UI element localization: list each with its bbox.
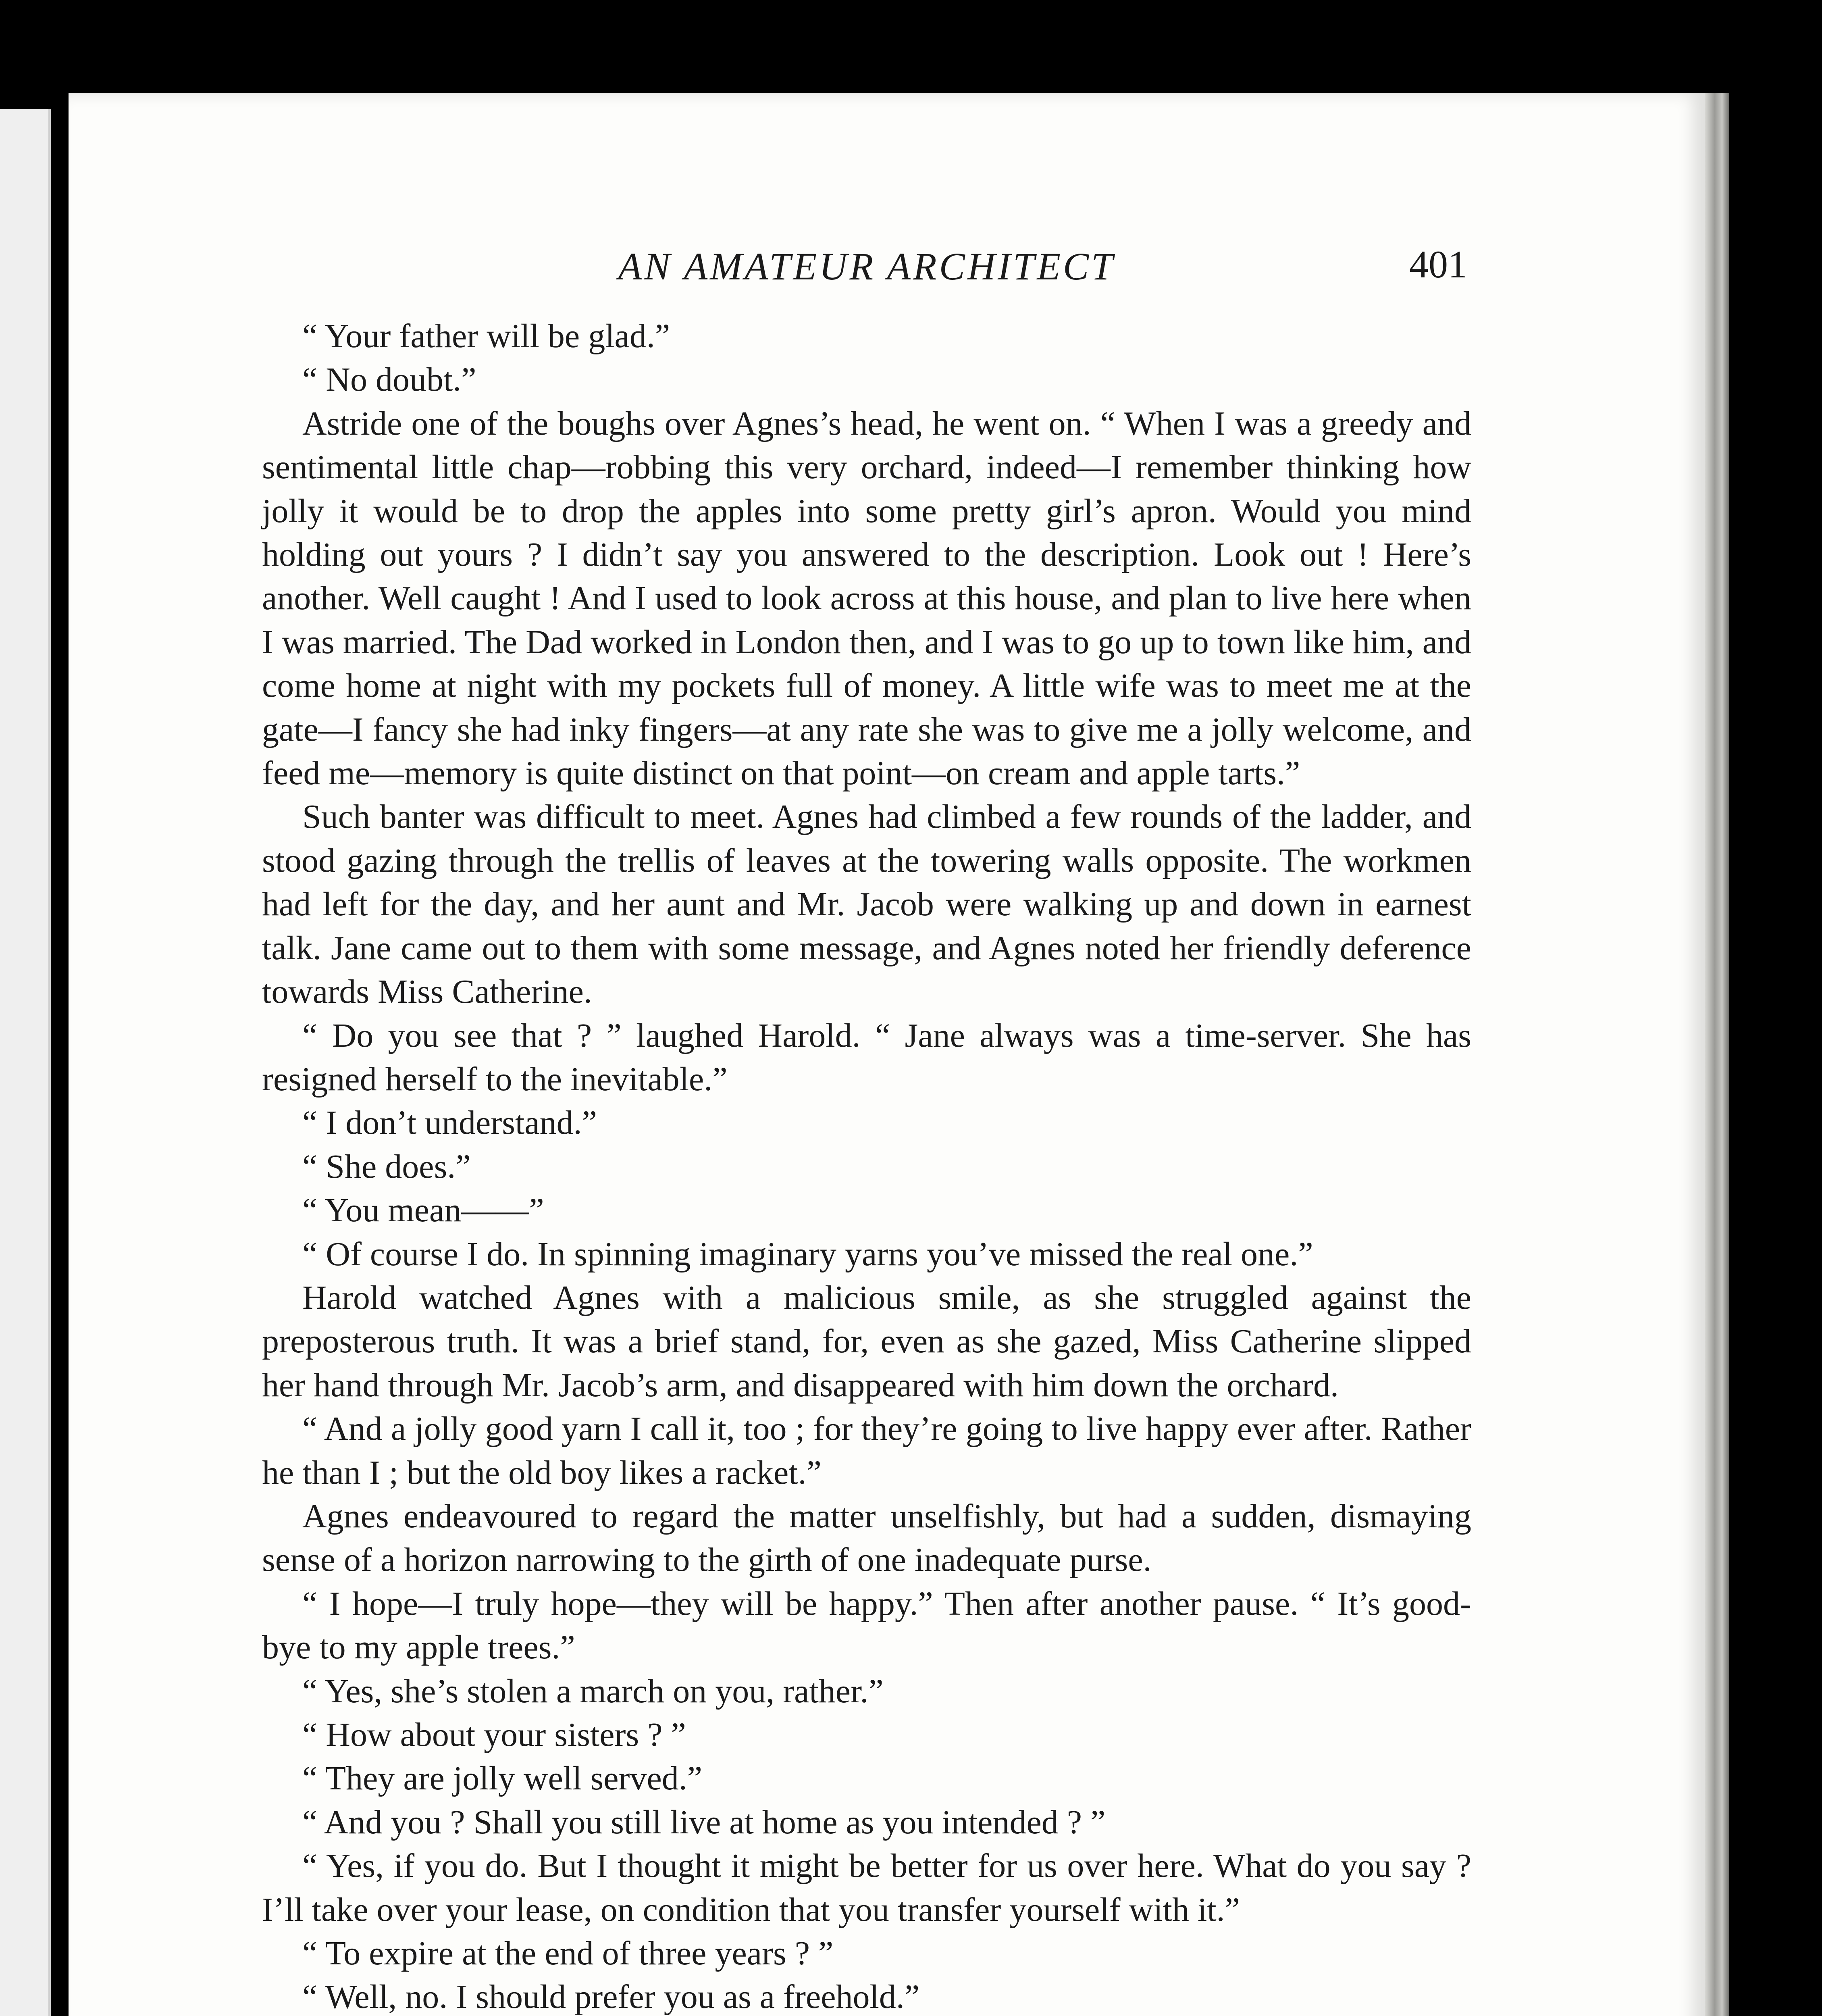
facing-page-edge [0, 109, 51, 2016]
paragraph: “ I hope—I truly hope—they will be happy.” Then after another pause. “ It’s good-bye to my apple trees.” [262, 1585, 1471, 1666]
paragraph: “ Yes, she’s stolen a march on you, rather.” [302, 1672, 884, 1710]
paragraph: “ Of course I do. In spinning imaginary yarns you’ve missed the real one.” [302, 1235, 1313, 1273]
paragraph: “ You mean——” [302, 1191, 544, 1229]
paragraph: Such banter was difficult to meet. Agnes had climbed a few rounds of the ladder, and stood gazing through the trellis of leaves at the towering walls opposite. The workmen had left for the day, and her aunt and Mr. Jacob were walking up and down in earnest talk. Jane came out to them with some message, and Agnes noted her friendly deference towards Miss Catherine. [262, 798, 1471, 1011]
paragraph: “ She does.” [302, 1148, 471, 1185]
paragraph: “ No doubt.” [302, 361, 476, 399]
paragraph: “ Do you see that ? ” laughed Harold. “ Jane always was a time-server. She has resigned herself to the inevitable.” [262, 1016, 1471, 1098]
paragraph: “ Yes, if you do. But I thought it might be better for us over here. What do you say ? I’ll take over your lease, on condition that you transfer yourself with it.” [262, 1847, 1471, 1929]
running-head-title: AN AMATEUR ARCHITECT [618, 245, 1115, 288]
paragraph: “ To expire at the end of three years ? ” [302, 1935, 834, 1972]
body-text [262, 314, 1471, 2016]
paragraph: “ They are jolly well served.” [302, 1760, 703, 1797]
page-number: 401 [1409, 243, 1467, 286]
page-edge-shadow [1705, 93, 1729, 2016]
paragraph: “ And a jolly good yarn I call it, too ; for they’re going to live happy ever after. Rather he than I ; but the old boy likes a racket.” [262, 1410, 1471, 1491]
paragraph: “ I don’t understand.” [302, 1104, 597, 1142]
paragraph: “ And you ? Shall you still live at home as you intended ? ” [302, 1803, 1106, 1841]
paragraph: “ Well, no. I should prefer you as a freehold.” [302, 1978, 920, 2016]
paragraph: Astride one of the boughs over Agnes’s head, he went on. “ When I was a greedy and sentimental little chap—robbing this very orchard, indeed—I remember thinking how jolly it would be to drop the apples into some pretty girl’s apron. Would you mind holding out yours ? I didn’t say you answered to the description. Look out ! Here’s another. Well caught ! And I used to look across at this house, and plan to live here when I was married. The Dad worked in London then, and I was to go up to town like him, and come home at night with my pockets full of money. A little wife was to meet me at the gate—I fancy she had inky fingers—at any rate she was to give me a jolly welcome, and feed me—memory is quite distinct on that point—on cream and apple tarts.” [262, 404, 1471, 792]
paragraph: Agnes endeavoured to regard the matter unselfishly, but had a sudden, dismaying sense of a horizon narrowing to the girth of one inadequate purse. [262, 1497, 1471, 1579]
paragraph: “ Your father will be glad.” [302, 317, 670, 355]
paragraph: Harold watched Agnes with a malicious smile, as she struggled against the preposterous truth. It was a brief stand, for, even as she gazed, Miss Catherine slipped her hand through Mr. Jacob’s arm, and disappeared with him down the orchard. [262, 1279, 1471, 1404]
paragraph: “ How about your sisters ? ” [302, 1716, 686, 1754]
